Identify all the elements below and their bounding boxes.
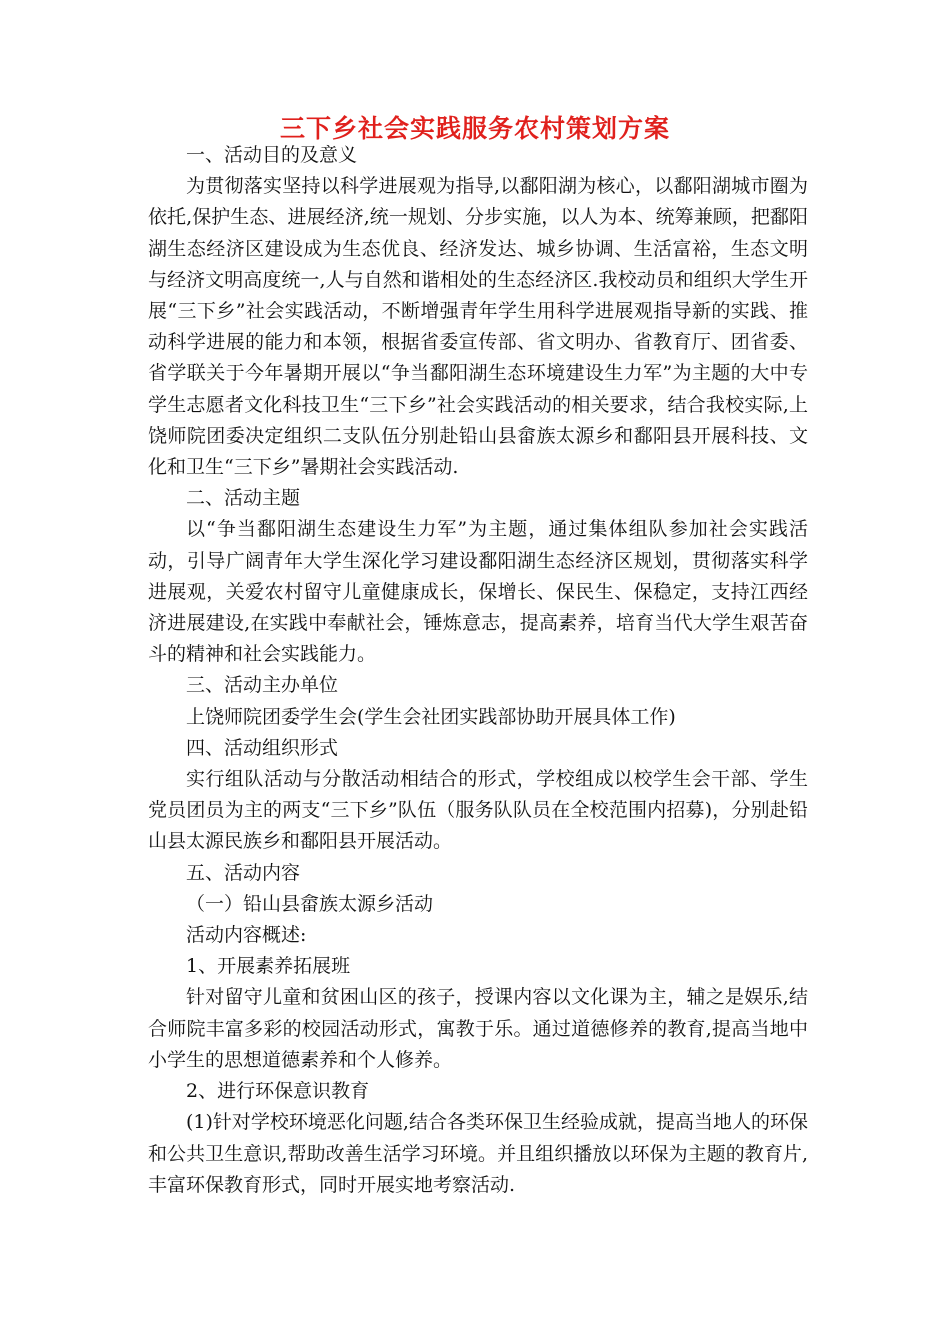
heading-content: 五、活动内容 bbox=[186, 861, 301, 884]
paragraph-purpose: 为贯彻落实坚持以科学进展观为指导,以鄱阳湖为核心，以鄱阳湖城市圈为依托,保护生态、进展经济,统一规划、分步实施，以人为本、统筹兼顾，把鄱阳湖生态经济区建设成为生态优良、经济发达、城乡协调、生活富裕，生态文明与经济文明高度统一,人与自然和谐相处的生态经济区.我校动员和组织大学生开展“三下乡”社会实践活动，不断增强青年学生用科学进展观指导新的实践、推动科学进展的能力和本领，根据省委宣传部、省文明办、省教育厅、团省委、省学联关于今年暑期开展以“争当鄱阳湖生态环境建设生力军”为主题的大中专学生志愿者文化科技卫生“三下乡”社会实践活动的相关要求，结合我校实际,上饶师院团委决定组织二支队伍分别赴铅山县畲族太源乡和鄱阳县开展科技、文化和卫生“三下乡”暑期社会实践活动. bbox=[148, 175, 808, 479]
paragraph-theme: 以“争当鄱阳湖生态建设生力军”为主题，通过集体组队参加社会实践活动，引导广阔青年大学生深化学习建设鄱阳湖生态经济区规划，贯彻落实科学进展观，关爱农村留守儿童健康成长，保增长、保民生、保稳定，支持江西经济进展建设,在实践中奉献社会，锤炼意志，提高素养，培育当代大学生艰苦奋斗的精神和社会实践能力。 bbox=[148, 518, 808, 666]
heading-theme: 二、活动主题 bbox=[186, 487, 301, 510]
paragraph-organizer: 上饶师院团委学生会(学生会社团实践部协助开展具体工作) bbox=[186, 705, 676, 728]
heading-format: 四、活动组织形式 bbox=[186, 736, 339, 759]
document-body bbox=[148, 140, 808, 1201]
document-title: 三下乡社会实践服务农村策划方案 bbox=[279, 114, 670, 143]
heading-purpose: 一、活动目的及意义 bbox=[186, 144, 358, 166]
paragraph-format: 实行组队活动与分散活动相结合的形式，学校组成以校学生会干部、学生党员团员为主的两支“三下乡”队伍（服务队队员在全校范围内招募)，分别赴铅山县太源民族乡和鄱阳县开展活动。 bbox=[148, 768, 808, 853]
subheading-taiyuan: （一）铅山县畲族太源乡活动 bbox=[186, 892, 434, 915]
item-1-paragraph: 针对留守儿童和贫困山区的孩子，授课内容以文化课为主，辅之是娱乐,结合师院丰富多彩的校园活动形式，寓教于乐。通过道德修养的教育,提高当地中小学生的思想道德素养和个人修养。 bbox=[148, 986, 808, 1071]
heading-organizer: 三、活动主办单位 bbox=[186, 674, 339, 697]
item-2-paragraph: (1)针对学校环境恶化问题,结合各类环保卫生经验成就，提高当地人的环保和公共卫生意识,帮助改善生活学习环境。并且组织播放以环保为主题的教育片,丰富环保教育形式，同时开展实地考察活动. bbox=[148, 1111, 808, 1196]
item-1-heading: 1、开展素养拓展班 bbox=[186, 955, 351, 978]
label-overview: 活动内容概述: bbox=[186, 924, 307, 947]
item-2-heading: 2、进行环保意识教育 bbox=[186, 1080, 370, 1103]
